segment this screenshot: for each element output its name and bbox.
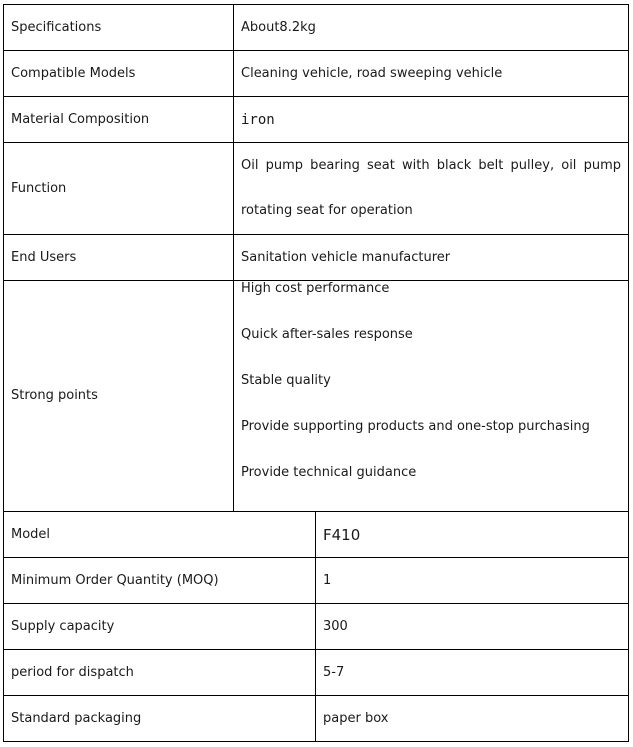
strong-points-cell [234,281,629,512]
spec-value-compatible-models: Cleaning vehicle, road sweeping vehicle [234,51,629,97]
table-row [4,650,629,696]
spec-label-material-composition: Material Composition [4,97,234,143]
table-row [4,51,629,97]
table-row [4,512,629,558]
spec-value-function: Oil pump bearing seat with black belt pulley, oil pump rotating seat for operation [241,158,621,218]
spec-value-standard-packaging: paper box [316,696,629,742]
table-row [4,696,629,742]
spec-label-specifications: Specifications [4,5,234,51]
strong-point-item: High cost performance [241,281,390,296]
spec-label-standard-packaging: Standard packaging [4,696,316,742]
table-row [4,97,629,143]
spec-label-compatible-models: Compatible Models [4,51,234,97]
table-row [4,5,629,51]
strong-point-item: Stable quality [241,373,331,388]
spec-table-bottom [3,511,629,742]
spec-value-supply-capacity: 300 [316,604,629,650]
spec-label-end-users: End Users [4,235,234,281]
spec-value-end-users: Sanitation vehicle manufacturer [234,235,629,281]
spec-label-strong-points: Strong points [4,281,234,512]
strong-points-list [241,281,621,511]
spec-label-model: Model [4,512,316,558]
spec-label-function: Function [4,143,234,235]
spec-value-dispatch-period: 5-7 [316,650,629,696]
spec-value-material-composition: iron [234,97,629,143]
spec-value-model: F410 [316,512,629,558]
spec-value-specifications: About8.2kg [234,5,629,51]
table-row [4,604,629,650]
table-row [4,558,629,604]
table-row [4,235,629,281]
spec-label-moq: Minimum Order Quantity (MOQ) [4,558,316,604]
spec-label-dispatch-period: period for dispatch [4,650,316,696]
strong-point-item: Provide technical guidance [241,465,417,480]
spec-value-function-cell [234,143,629,235]
spec-table-top [3,4,629,512]
spec-label-supply-capacity: Supply capacity [4,604,316,650]
strong-point-item: Quick after-sales response [241,327,413,342]
strong-point-item: Provide supporting products and one-stop purchasing [241,419,590,434]
table-row [4,143,629,235]
spec-value-moq: 1 [316,558,629,604]
table-row [4,281,629,512]
